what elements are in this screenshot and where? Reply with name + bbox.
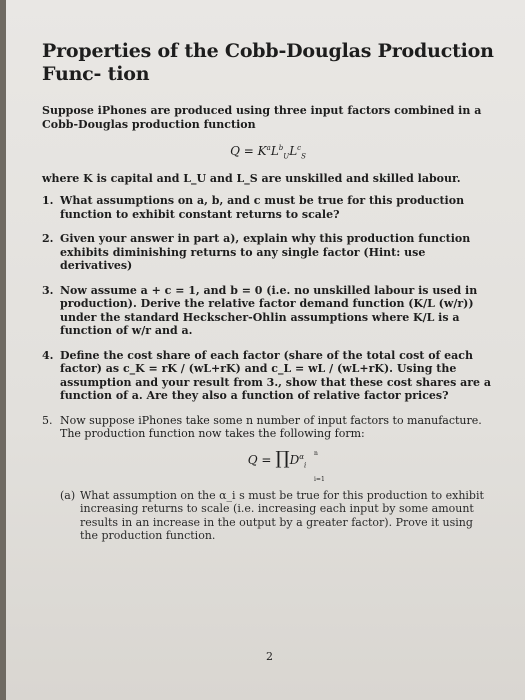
question-item [42,414,494,543]
question-text: Given your answer in part a), explain why this production function exhibits diminishing returns to any single factor (Hint: use derivatives) [60,232,471,273]
where-definition: where K is capital and L_U and L_S are unskilled and skilled labour. [42,172,461,186]
section-title: Properties of the Cobb-Douglas Production Func- tion [42,40,494,85]
question-number: 3. [42,283,54,297]
subpart-label: (a) [60,488,76,502]
eq-capital: K [257,144,267,158]
subpart-text: What assumption on the α_i s must be true for this production to exhibit increasing returns to scale (i.e. increasing each input by some amount results in an increase in the output by a greater factor). Prove it using the production function. [80,488,484,543]
product-exponent: α [299,452,304,461]
product-equals: = [261,452,272,467]
product-lower-limit: i=1 [314,475,325,483]
eq-equals: = [243,144,254,158]
question-text: Now assume a + c = 1, and b = 0 (i.e. no unskilled labour is used in production). Derive the relative factor demand function (K/L (w/r)) under the standard Heckscher-Ohlin assumptions where K/L is a function of w/r and a. [60,283,478,338]
cobb-douglas-equation [42,144,494,160]
subpart-a [60,489,494,543]
eq-exp-c: c [297,144,302,152]
product-sub: i [304,461,307,470]
eq-unskilled: L [270,144,279,158]
product-upper-limit: n [314,449,318,457]
question-item [42,349,494,403]
page-content [42,40,494,554]
question-text: Define the cost share of each factor (share of the total cost of each factor) as c_K = rK / (wL+rK) and c_L = wL / (wL+rK). Using the assumption and your result from 3., show that these cost shares are a function of a. Are they also a function of relative factor prices? [60,348,492,403]
product-term: D [289,452,300,467]
intro-paragraph: Suppose iPhones are produced using three input factors combined in a Cobb-Douglas production function [42,104,482,131]
question-item [42,194,494,221]
question-item [42,284,494,338]
question-number: 4. [42,348,54,362]
eq-sub-u: U [283,152,290,161]
eq-skilled: L [289,144,298,158]
question-text: Now suppose iPhones take some n number of input factors to manufacture. The production function now takes the following form: [60,413,482,441]
eq-sub-s: S [301,152,306,161]
eq-lhs: Q [230,144,240,158]
product-operator: ∏ [275,447,290,469]
page-number: 2 [266,650,273,663]
eq-exp-b: b [278,144,284,152]
question-text: What assumptions on a, b, and c must be true for this production function to exhibit constant returns to scale? [60,194,465,221]
question-list [42,194,494,543]
question-number: 1. [42,194,54,208]
question-item [42,232,494,273]
product-lhs: Q [247,452,258,467]
question-number: 2. [42,232,54,246]
document-page [6,0,525,700]
question-number: 5. [42,413,53,427]
product-equation [60,447,494,483]
eq-exp-a: a [266,144,271,152]
